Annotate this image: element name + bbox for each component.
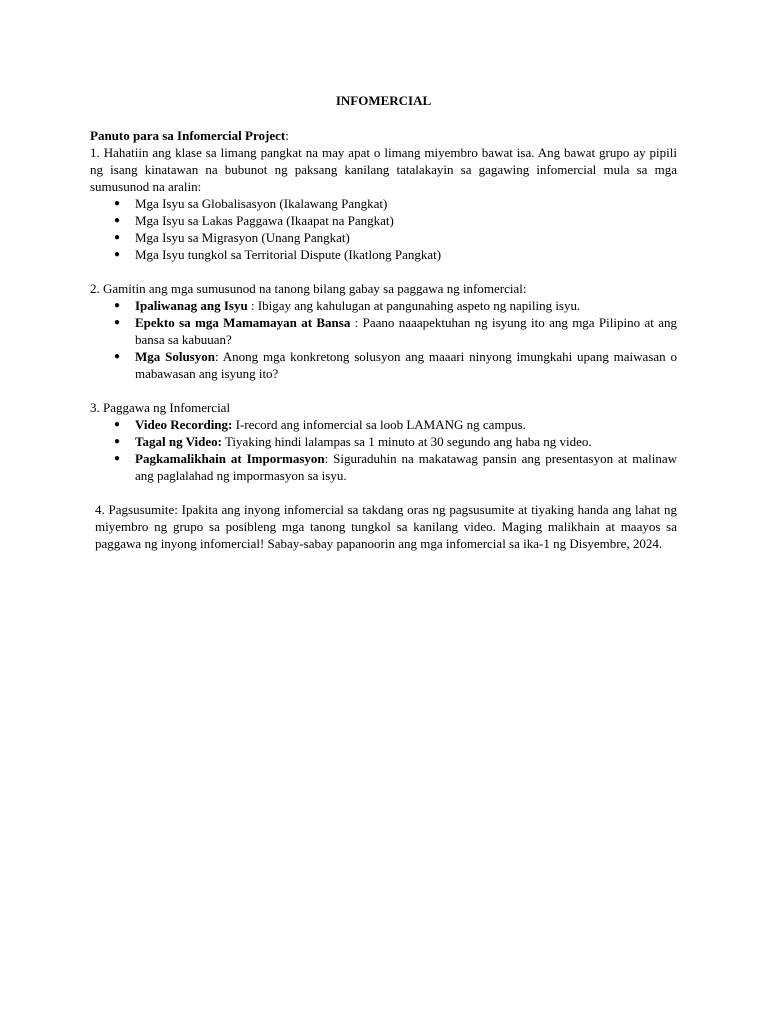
list-item-label: Epekto sa mga Mamamayan at Bansa <box>135 315 351 330</box>
list-item <box>90 433 677 450</box>
instructions-colon: : <box>285 128 289 143</box>
bullet-icon: ● <box>114 419 121 430</box>
list-item <box>90 450 677 484</box>
list-item-text: Tiyaking hindi lalampas sa 1 minuto at 30 segundo ang haba ng video. <box>221 434 592 449</box>
bullet-icon: ● <box>114 317 121 328</box>
list-item-text: : Paano naaapektuhan ng isyung ito ang mga Pilipino at ang bansa sa kabuuan? <box>135 315 677 347</box>
list-item-label: Video Recording: <box>135 417 233 432</box>
list-item-text: : Anong mga konkretong solusyon ang maaari ninyong imungkahi upang maiwasan o mabawasan ang isyung ito? <box>135 349 677 381</box>
list-item-label: Ipaliwanag ang Isyu <box>135 298 248 313</box>
spacer <box>90 263 677 280</box>
list-item <box>90 297 677 314</box>
bullet-icon: ● <box>114 215 121 226</box>
section-4-text: 4. Pagsusumite: Ipakita ang inyong infomercial sa takdang oras ng pagsusumite at tiyaking handa ang lahat ng miyembro ng grupo sa posibleng mga tanong tungkol sa kanilang video. Maging malikhain at maayos sa paggawa ng inyong infomercial! Sabay-sabay papanoorin ang mga infomercial sa ika-1 ng Disyembre, 2024. <box>95 502 677 551</box>
instructions-heading-line <box>90 127 677 144</box>
list-item <box>90 348 677 382</box>
list-item <box>90 314 677 348</box>
list-item <box>90 212 677 229</box>
list-item-text: I-record ang infomercial sa loob LAMANG ng campus. <box>232 417 526 432</box>
bullet-icon: ● <box>114 198 121 209</box>
list-item-label: Mga Solusyon <box>135 349 215 364</box>
instructions-heading: Panuto para sa Infomercial Project <box>90 128 286 143</box>
list-item <box>90 195 677 212</box>
document-content <box>90 92 677 552</box>
list-item-label: Pagkamalikhain at Impormasyon <box>135 451 325 466</box>
spacer <box>90 382 677 399</box>
list-item-text: : Siguraduhin na makatawag pansin ang presentasyon at malinaw ang paglalahad ng impormasyon sa isyu. <box>135 451 677 483</box>
list-item-text: Mga Isyu sa Globalisasyon (Ikalawang Pangkat) <box>135 196 388 211</box>
bullet-icon: ● <box>114 453 121 464</box>
bullet-icon: ● <box>114 249 121 260</box>
list-item-text: Mga Isyu tungkol sa Territorial Dispute (Ikatlong Pangkat) <box>135 247 442 262</box>
section-2-text: 2. Gamitin ang mga sumusunod na tanong bilang gabay sa paggawa ng infomercial: <box>90 281 527 296</box>
list-item <box>90 246 677 263</box>
section-2-list <box>90 297 677 382</box>
section-1-text: 1. Hahatiin ang klase sa limang pangkat na may apat o limang miyembro bawat isa. Ang bawat grupo ay pipili ng isang kinatawan na bubunot ng paksang kanilang tatalakayin sa gagawing infomercial mula sa mga sumusunod na aralin: <box>90 145 677 194</box>
section-1-list <box>90 195 677 263</box>
spacer <box>90 484 677 501</box>
bullet-icon: ● <box>114 351 121 362</box>
section-3-text: 3. Paggawa ng Infomercial <box>90 400 231 415</box>
section-3-list <box>90 416 677 484</box>
document-title: INFOMERCIAL <box>335 93 432 108</box>
list-item <box>90 416 677 433</box>
bullet-icon: ● <box>114 232 121 243</box>
bullet-icon: ● <box>114 436 121 447</box>
bullet-icon: ● <box>114 300 121 311</box>
list-item-text: : Ibigay ang kahulugan at pangunahing aspeto ng napiling isyu. <box>247 298 581 313</box>
list-item-text: Mga Isyu sa Lakas Paggawa (Ikaapat na Pangkat) <box>135 213 394 228</box>
list-item-label: Tagal ng Video: <box>135 434 222 449</box>
list-item-text: Mga Isyu sa Migrasyon (Unang Pangkat) <box>135 230 350 245</box>
list-item <box>90 229 677 246</box>
